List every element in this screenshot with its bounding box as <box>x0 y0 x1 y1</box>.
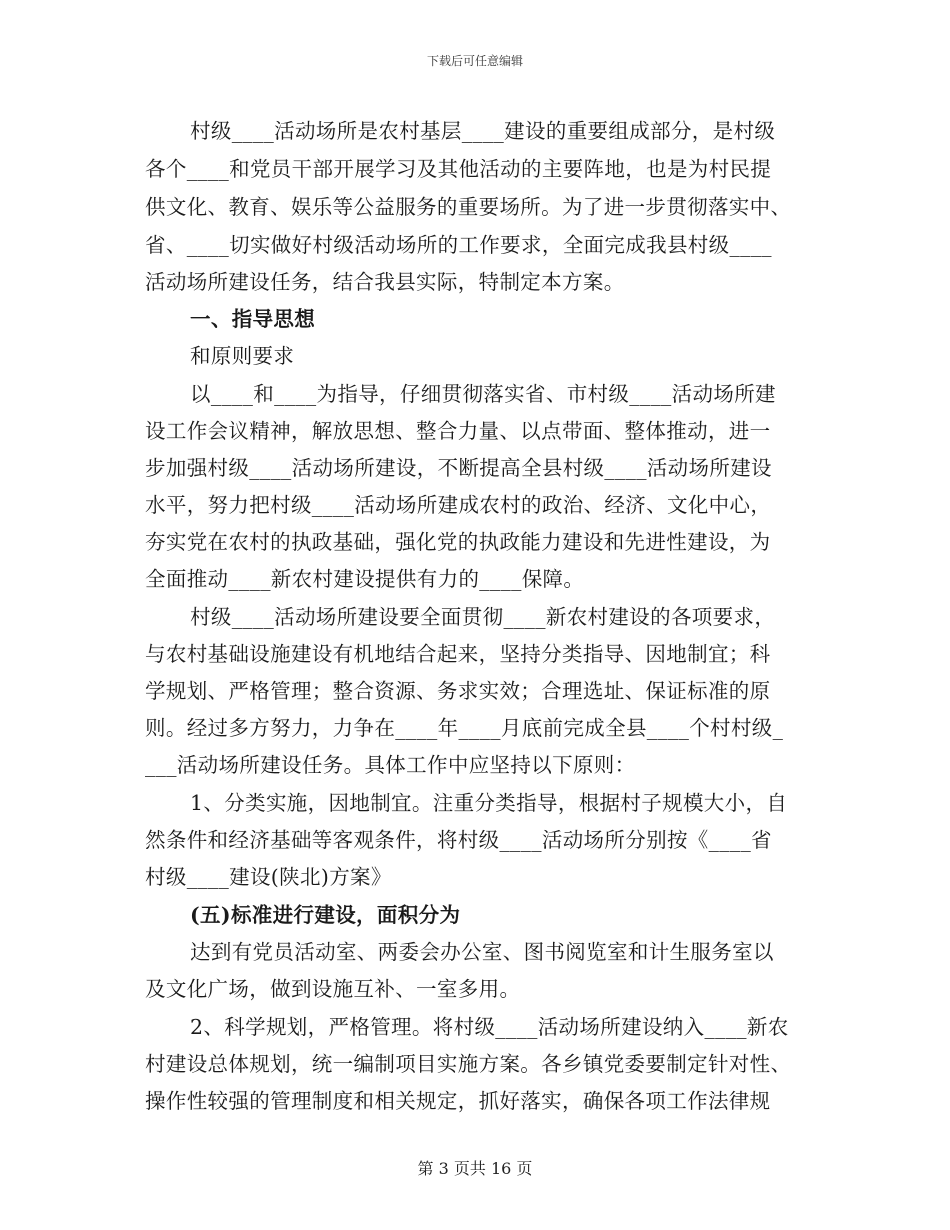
body-line: 村级____活动场所是农村基层____建设的重要组成部分，是村级 <box>190 119 776 143</box>
body-line: ___活动场所建设任务。具体工作中应坚持以下原则： <box>145 753 636 777</box>
body-line: 村建设总体规划，统一编制项目实施方案。各乡镇党委要制定针对性、 <box>145 1052 792 1076</box>
body-line: 活动场所建设任务，结合我县实际，特制定本方案。 <box>145 270 625 294</box>
body-line: 供文化、教育、娱乐等公益服务的重要场所。为了进一步贯彻落实中、 <box>145 195 792 219</box>
body-line: 与农村基础设施建设有机地结合起来，坚持分类指导、因地制宜；科 <box>145 642 771 666</box>
body-line: 省、____切实做好村级活动场所的工作要求，全面完成我县村级____ <box>145 233 772 257</box>
body-line: 则。经过多方努力，力争在____年____月底前完成全县____个村村级_ <box>145 716 784 740</box>
body-line: 村级____活动场所建设要全面贯彻____新农村建设的各项要求， <box>190 605 776 629</box>
body-line: 然条件和经济基础等客观条件，将村级____活动场所分别按《____省 <box>145 828 772 852</box>
body-line: 操作性较强的管理制度和相关规定，抓好落实，确保各项工作法律规 <box>145 1089 771 1113</box>
body-line: 学规划、严格管理；整合资源、务求实效；合理选址、保证标准的原 <box>145 679 771 703</box>
body-line: 1、分类实施，因地制宜。注重分类指导，根据村子规模大小，自 <box>190 791 788 815</box>
body-line: 全面推动____新农村建设提供有力的____保障。 <box>145 567 585 591</box>
body-line: 和原则要求 <box>190 344 295 368</box>
body-line: 及文化广场，做到设施互补、一室多用。 <box>145 977 521 1001</box>
body-line: 达到有党员活动室、两委会办公室、图书阅览室和计生服务室以 <box>190 940 774 964</box>
page-header: 下载后可任意编辑 <box>426 54 523 68</box>
body-line: 设工作会议精神，解放思想、整合力量、以点带面、整体推动，进一 <box>145 419 771 443</box>
body-line: 夯实党在农村的执政基础，强化党的执政能力建设和先进性建设，为 <box>145 530 771 554</box>
body-line: 以____和____为指导，仔细贯彻落实省、市村级____活动场所建 <box>190 382 776 406</box>
body-line: 2、科学规划，严格管理。将村级____活动场所建设纳入____新农 <box>190 1015 789 1039</box>
body-line: 水平，努力把村级____活动场所建成农村的政治、经济、文化中心， <box>145 493 772 517</box>
body-line: 各个____和党员干部开展学习及其他活动的主要阵地，也是为村民提 <box>145 157 772 181</box>
section-heading: 一、指导思想 <box>190 307 316 331</box>
section-heading: (五)标准进行建设，面积分为 <box>190 903 461 927</box>
page-number: 第 3 页共 16 页 <box>417 1159 533 1178</box>
body-line: 步加强村级____活动场所建设，不断提高全县村级____活动场所建设 <box>145 456 772 480</box>
body-line: 村级____建设(陕北)方案》 <box>145 865 392 889</box>
